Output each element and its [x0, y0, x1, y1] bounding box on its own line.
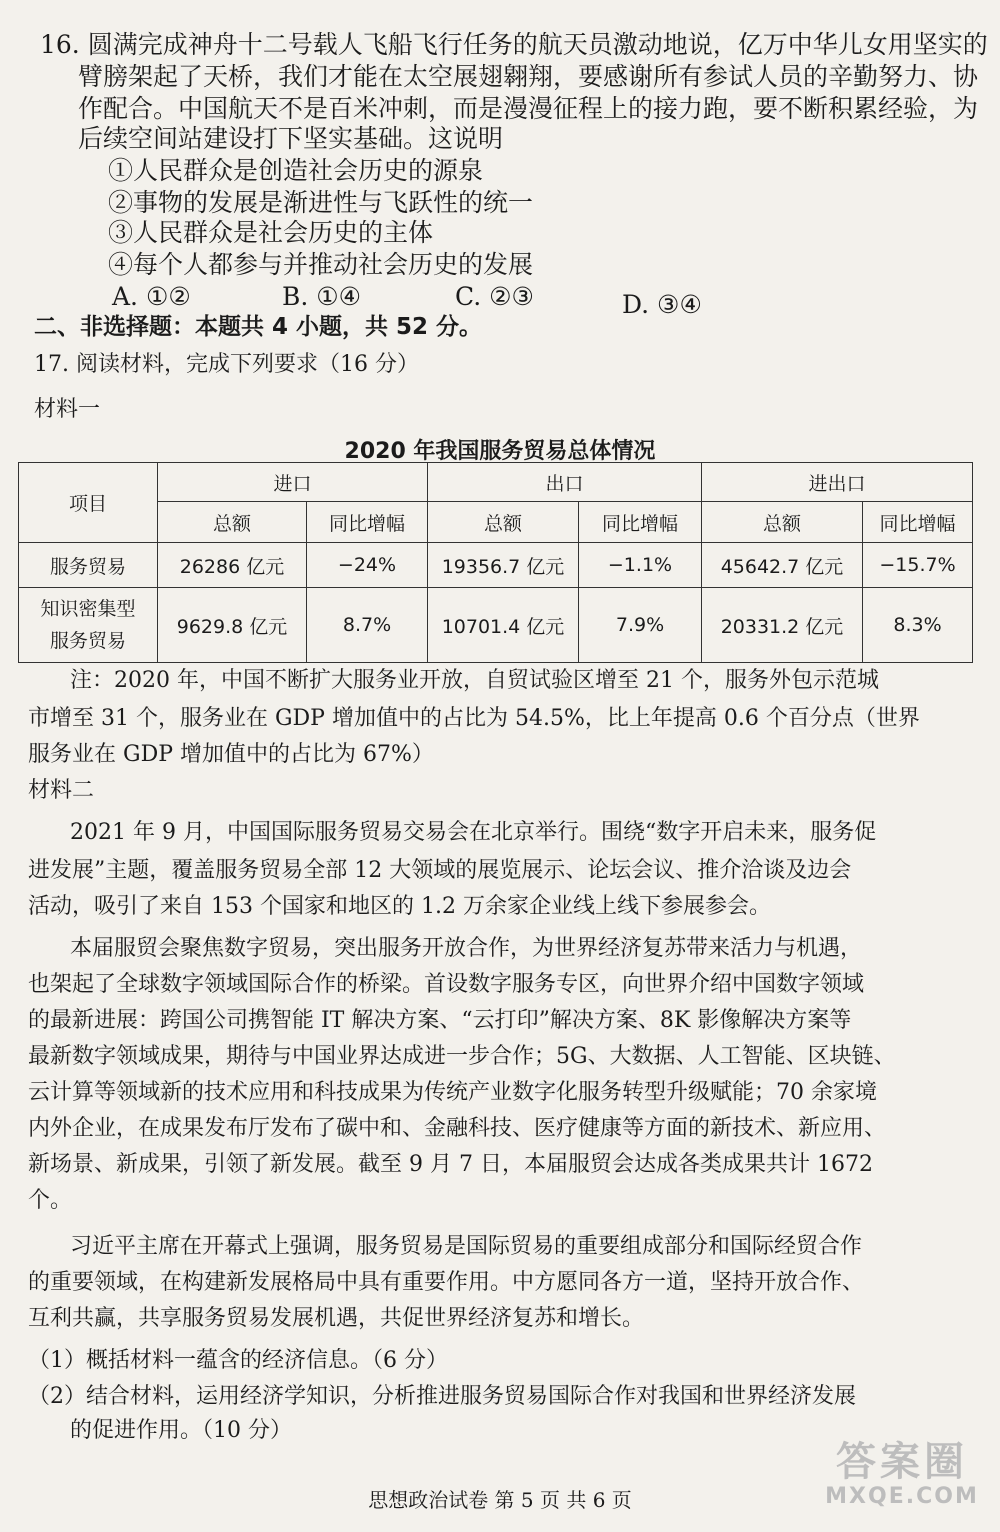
row-label-line: 服务贸易 — [49, 630, 126, 652]
subheader-export-growth: 同比增幅 — [579, 502, 702, 543]
material-2-p1-line: 进发展”主题，覆盖服务贸易全部 12 大领域的展览展示、论坛会议、推介洽谈及边会 — [28, 858, 852, 883]
subheader-import-growth: 同比增幅 — [307, 502, 428, 543]
section-heading: 二、非选择题：本题共 4 小题，共 52 分。 — [34, 314, 483, 340]
table-cell: −1.1% — [579, 543, 702, 588]
header-item: 项目 — [19, 463, 158, 543]
material-2-p2-line: 个。 — [28, 1188, 73, 1213]
table-cell: −15.7% — [863, 543, 973, 588]
table-row — [19, 588, 973, 663]
table-cell: −24% — [307, 543, 428, 588]
table-row — [19, 543, 973, 588]
row-label — [19, 588, 158, 663]
material-1-label: 材料一 — [34, 397, 101, 422]
sub-question-2-line-1: （2）结合材料，运用经济学知识，分析推进服务贸易国际合作对我国和世界经济发展 — [28, 1384, 856, 1409]
watermark-bottom: MXQE.COM — [825, 1484, 979, 1509]
subheader-export-amount: 总额 — [428, 502, 579, 543]
header-export: 出口 — [428, 463, 702, 502]
note-line: 注：2020 年，中国不断扩大服务业开放，自贸试验区增至 21 个，服务外包示范城 — [70, 668, 879, 693]
material-2-p2-line: 云计算等领域新的技术应用和科技成果为传统产业数字化服务转型升级赋能；70 余家境 — [28, 1080, 877, 1105]
q16-option-b: B. ①④ — [282, 282, 362, 311]
table-subheader-row — [19, 502, 973, 543]
table-cell: 20331.2 亿元 — [702, 588, 863, 663]
q16-statement-2: ②事物的发展是渐进性与飞跃性的统一 — [108, 188, 534, 217]
material-2-p3-line: 习近平主席在开幕式上强调，服务贸易是国际贸易的重要组成部分和国际经贸合作 — [70, 1234, 863, 1259]
q16-line-4: 后续空间站建设打下坚实基础。这说明 — [78, 124, 504, 153]
material-2-p2-line: 本届服贸会聚焦数字贸易，突出服务开放合作，为世界经济复苏带来活力与机遇， — [70, 936, 863, 961]
table-title: 2020 年我国服务贸易总体情况 — [344, 439, 656, 464]
material-2-p1-line: 活动，吸引了来自 153 个国家和地区的 1.2 万余家企业线上线下参展参会。 — [28, 894, 771, 919]
table-cell: 8.7% — [307, 588, 428, 663]
note-line: 服务业在 GDP 增加值中的占比为 67%） — [28, 742, 434, 767]
table-header-row — [19, 463, 973, 502]
q16-line-2: 臂膀架起了天桥，我们才能在太空展翅翱翔，要感谢所有参试人员的辛勤努力、协 — [78, 62, 979, 91]
table-cell: 19356.7 亿元 — [428, 543, 579, 588]
table-cell: 8.3% — [863, 588, 973, 663]
material-2-p3-line: 互利共赢，共享服务贸易发展机遇，共促世界经济复苏和增长。 — [28, 1306, 645, 1331]
q16-option-d: D. ③④ — [622, 290, 702, 319]
table-cell: 45642.7 亿元 — [702, 543, 863, 588]
row-label-line: 知识密集型 — [40, 598, 136, 620]
q16-line-1: 16. 圆满完成神舟十二号载人飞船飞行任务的航天员激动地说，亿万中华儿女用坚实的 — [40, 30, 988, 59]
material-2-p2-line: 最新数字领域成果，期待与中国业界达成进一步合作；5G、大数据、人工智能、区块链、 — [28, 1044, 896, 1069]
watermark-top: 答案圈 — [836, 1439, 968, 1485]
table-cell: 26286 亿元 — [158, 543, 307, 588]
subheader-total-growth: 同比增幅 — [863, 502, 973, 543]
material-2-p2-line: 也架起了全球数字领域国际合作的桥梁。首设数字服务专区，向世界介绍中国数字领域 — [28, 972, 865, 997]
material-2-label: 材料二 — [28, 778, 95, 803]
q17-intro: 17. 阅读材料，完成下列要求（16 分） — [34, 352, 419, 377]
q16-statement-3: ③人民群众是社会历史的主体 — [108, 218, 434, 247]
q16-statement-1: ①人民群众是创造社会历史的源泉 — [108, 156, 484, 185]
table-cell: 10701.4 亿元 — [428, 588, 579, 663]
header-import: 进口 — [158, 463, 428, 502]
material-2-p1-line: 2021 年 9 月，中国国际服务贸易交易会在北京举行。围绕“数字开启未来，服务促 — [70, 820, 877, 845]
subheader-total-amount: 总额 — [702, 502, 863, 543]
row-label: 服务贸易 — [19, 543, 158, 588]
trade-table — [18, 462, 973, 663]
sub-question-1: （1）概括材料一蕴含的经济信息。（6 分） — [28, 1348, 448, 1373]
material-2-p3-line: 的重要领域，在构建新发展格局中具有重要作用。中方愿同各方一道，坚持开放合作、 — [28, 1270, 865, 1295]
q16-line-3: 作配合。中国航天不是百米冲刺，而是漫漫征程上的接力跑，要不断积累经验，为 — [78, 94, 979, 123]
q16-option-c: C. ②③ — [455, 282, 534, 311]
subheader-import-amount: 总额 — [158, 502, 307, 543]
header-total: 进出口 — [702, 463, 973, 502]
watermark-logo — [822, 1440, 982, 1520]
table-cell: 9629.8 亿元 — [158, 588, 307, 663]
sub-question-2-line-2: 的促进作用。（10 分） — [70, 1418, 292, 1443]
q16-option-a: A. ①② — [112, 282, 191, 311]
material-2-p2-line: 的最新进展：跨国公司携智能 IT 解决方案、“云打印”解决方案、8K 影像解决方案等 — [28, 1008, 852, 1033]
page-footer: 思想政治试卷 第 5 页 共 6 页 — [368, 1488, 632, 1512]
q16-statement-4: ④每个人都参与并推动社会历史的发展 — [108, 250, 534, 279]
material-2-p2-line: 内外企业，在成果发布厅发布了碳中和、金融科技、医疗健康等方面的新技术、新应用、 — [28, 1116, 887, 1141]
table-cell: 7.9% — [579, 588, 702, 663]
material-2-p2-line: 新场景、新成果，引领了新发展。截至 9 月 7 日，本届服贸会达成各类成果共计 1672 — [28, 1152, 873, 1177]
note-line: 市增至 31 个，服务业在 GDP 增加值中的占比为 54.5%，比上年提高 0.6 个百分点（世界 — [28, 706, 920, 731]
